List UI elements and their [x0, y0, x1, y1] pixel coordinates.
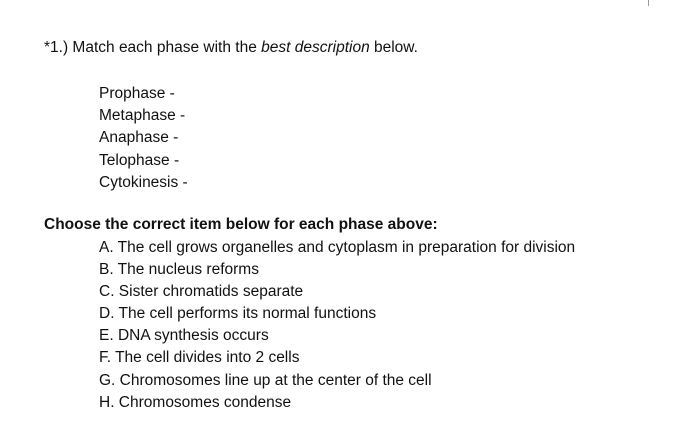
option-item-e: E. DNA synthesis occurs: [99, 327, 269, 345]
phase-item-anaphase: Anaphase -: [99, 129, 179, 147]
phase-list: [99, 83, 188, 194]
option-item-b: B. The nucleus reforms: [99, 261, 259, 279]
option-item-d: D. The cell performs its normal functions: [99, 305, 377, 323]
option-item-c: C. Sister chromatids separate: [99, 283, 304, 301]
question-heading: [44, 38, 418, 58]
question-emphasis: best description: [261, 39, 370, 56]
question-suffix: below.: [369, 39, 418, 56]
phase-item-metaphase: Metaphase -: [99, 107, 186, 125]
option-list: [99, 237, 575, 414]
question-prefix: *1.) Match each phase with the: [44, 39, 262, 56]
phase-item-cytokinesis: Cytokinesis -: [99, 173, 188, 191]
phase-item-telophase: Telophase -: [99, 151, 180, 169]
option-item-a: A. The cell grows organelles and cytoplasm in preparation for division: [99, 239, 576, 256]
edge-divider: [648, 0, 649, 6]
phase-item-prophase: Prophase -: [99, 85, 175, 102]
option-item-f: F. The cell divides into 2 cells: [99, 349, 300, 367]
option-item-g: G. Chromosomes line up at the center of the cell: [99, 371, 432, 389]
option-item-h: H. Chromosomes condense: [99, 393, 292, 411]
instruction-heading: Choose the correct item below for each phase above:: [44, 216, 438, 233]
